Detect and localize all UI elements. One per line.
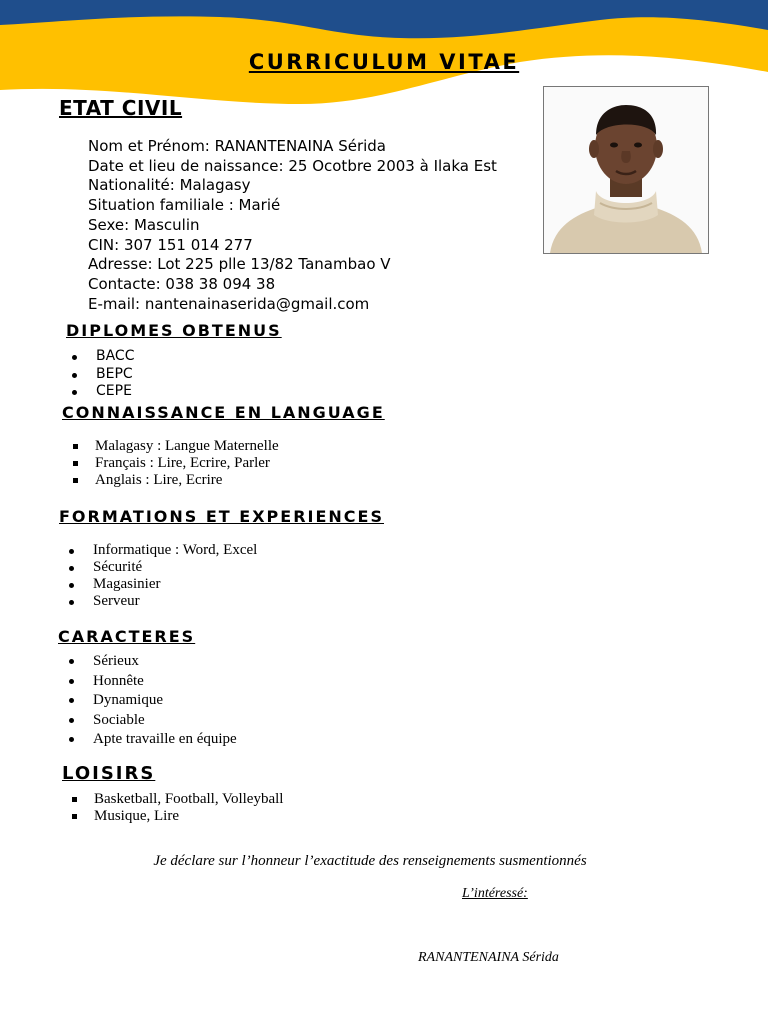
formation-label: Sécurité [93,559,143,575]
list-item [93,672,237,692]
heading-etat-civil: ETAT CIVIL [59,96,183,120]
civil-nationalite: Nationalité: Malagasy [88,176,251,195]
langue-label: Malagasy : Langue Maternelle [95,438,279,454]
formation-label: Informatique : Word, Excel [93,542,258,558]
etat-civil-list [88,137,497,314]
civil-email: E-mail: nantenainaserida@gmail.com [88,294,370,313]
caracteres-list [93,652,237,750]
langue-label: Français : Lire, Ecrire, Parler [95,455,270,471]
list-item [94,791,283,808]
list-item [95,438,279,455]
list-item [93,691,237,711]
caractere-label: Sérieux [93,653,139,669]
formations-list [93,542,257,610]
list-item [95,472,279,489]
list-item [93,559,257,576]
diplomes-list [96,348,135,401]
heading-diplomes: DIPLOMES OBTENUS [66,321,282,340]
caractere-label: Apte travaille en équipe [93,731,237,747]
loisir-label: Musique, Lire [94,808,179,824]
civil-naissance: Date et lieu de naissance: 25 Ocotbre 2003 à Ilaka Est [88,156,497,175]
portrait-photo [543,86,709,254]
civil-nom: Nom et Prénom: RANANTENAINA Sérida [88,137,386,155]
civil-cin: CIN: 307 151 014 277 [88,235,253,254]
heading-langues: CONNAISSANCE EN LANGUAGE [62,403,385,422]
civil-sexe: Sexe: Masculin [88,215,200,234]
list-item [96,348,135,366]
list-item [93,542,257,559]
langue-label: Anglais : Lire, Ecrire [95,472,223,488]
caractere-label: Dynamique [93,692,163,708]
heading-caracteres: CARACTERES [58,627,196,646]
loisir-label: Basketball, Football, Volleyball [94,791,284,807]
diplome-label: BACC [96,348,135,364]
document-title: CURRICULUM VITAE [248,50,520,74]
civil-contact: Contacte: 038 38 094 38 [88,274,276,293]
portrait-photo-icon [544,87,708,253]
civil-adresse: Adresse: Lot 225 plle 13/82 Tanambao V [88,255,391,274]
list-item [93,711,237,731]
diplome-label: BEPC [96,365,133,382]
caractere-label: Honnête [93,672,144,689]
declaration-text: Je déclare sur l’honneur l’exactitude des renseignements susmentionnés [153,853,587,869]
list-item [94,808,283,825]
list-item [93,576,257,593]
diplome-label: CEPE [96,383,132,399]
list-item [96,383,135,401]
loisirs-list [94,791,283,825]
signature-name: RANANTENAINA Sérida [418,950,559,965]
langues-list [95,438,279,489]
list-item [96,366,135,384]
civil-situation: Situation familiale : Marié [88,196,281,215]
list-item [95,455,279,472]
list-item [93,593,257,610]
formation-label: Magasinier [93,576,161,592]
heading-loisirs: LOISIRS [62,763,156,784]
list-item [93,652,237,672]
caractere-label: Sociable [93,711,145,728]
list-item [93,730,237,750]
interesse-label: L’intéressé: [462,886,528,901]
formation-label: Serveur [93,593,140,609]
heading-formations: FORMATIONS ET EXPERIENCES [59,507,384,526]
